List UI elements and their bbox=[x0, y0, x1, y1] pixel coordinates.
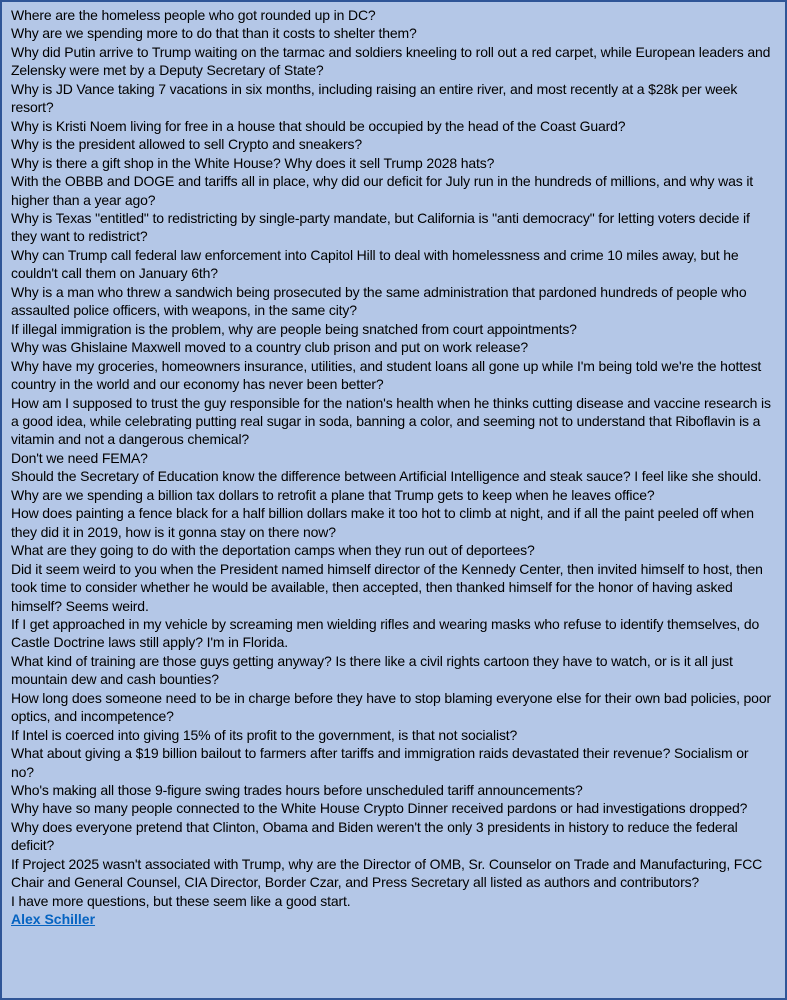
question-item: Why is JD Vance taking 7 vacations in six months, including raising an entire river, and most recently at a $28k per week resort? bbox=[11, 80, 738, 116]
question-item: What kind of training are those guys getting anyway? Is there like a civil rights cartoon they have to watch, or is it all just mountain dew and cash bounties? bbox=[11, 652, 733, 688]
question-item: Why is Texas "entitled" to redistricting by single-party mandate, but California is "anti democracy" for letting voters decide if they want to redistrict? bbox=[11, 209, 750, 245]
question-item: If Project 2025 wasn't associated with Trump, why are the Director of OMB, Sr. Counselor on Trade and Manufacturing, FCC Chair and General Counsel, CIA Director, Border Czar, and Press Secretary all listed as authors and contributors? bbox=[11, 855, 763, 891]
question-item: Did it seem weird to you when the President named himself director of the Kennedy Center, then invited himself to host, then took time to consider whether he would be available, then accepted, then thanked himself for the honor of having asked himself? Seems weird. bbox=[11, 560, 763, 614]
question-item: Why can Trump call federal law enforcement into Capitol Hill to deal with homelessness and crime 10 miles away, but he couldn't call them on January 6th? bbox=[11, 246, 739, 282]
question-item: Don't we need FEMA? bbox=[11, 449, 148, 466]
closing-line: I have more questions, but these seem like a good start. bbox=[11, 892, 351, 909]
question-item: Why are we spending more to do that than it costs to shelter them? bbox=[11, 25, 417, 42]
question-item: Why is Kristi Noem living for free in a house that should be occupied by the head of the Coast Guard? bbox=[11, 117, 626, 134]
question-item: Why are we spending a billion tax dollars to retrofit a plane that Trump gets to keep when he leaves office? bbox=[11, 486, 655, 503]
question-item: Should the Secretary of Education know the difference between Artificial Intelligence and steak sauce? I feel like she should. bbox=[11, 468, 762, 485]
question-item: Why does everyone pretend that Clinton, Obama and Biden weren't the only 3 presidents in history to reduce the federal deficit? bbox=[11, 818, 738, 854]
question-item: If Intel is coerced into giving 15% of its profit to the government, is that not socialist? bbox=[11, 726, 518, 743]
question-item: Why is there a gift shop in the White House? Why does it sell Trump 2028 hats? bbox=[11, 154, 495, 171]
question-item: Where are the homeless people who got rounded up in DC? bbox=[11, 7, 376, 23]
question-item: Who's making all those 9-figure swing trades hours before unscheduled tariff announcements? bbox=[11, 782, 583, 799]
question-item: Why is the president allowed to sell Crypto and sneakers? bbox=[11, 136, 362, 153]
question-item: With the OBBB and DOGE and tariffs all in place, why did our deficit for July run in the hundreds of millions, and why was it higher than a year ago? bbox=[11, 173, 754, 208]
question-item: What are they going to do with the deportation camps when they run out of deportees? bbox=[11, 542, 535, 559]
question-item: Why did Putin arrive to Trump waiting on the tarmac and soldiers kneeling to roll out a red carpet, while European leaders and Zelensky were met by a Deputy Secretary of State? bbox=[11, 43, 771, 79]
question-item: How long does someone need to be in charge before they have to stop blaming everyone else for their own bad policies, poor optics, and incompetence? bbox=[11, 689, 771, 725]
question-item: Why have so many people connected to the White House Crypto Dinner received pardons or had investigations dropped? bbox=[11, 800, 748, 817]
question-item: If illegal immigration is the problem, why are people being snatched from court appointments? bbox=[11, 320, 577, 337]
question-list bbox=[11, 6, 775, 910]
author-link[interactable]: Alex Schiller bbox=[11, 911, 96, 928]
question-item: How does painting a fence black for a half billion dollars make it too hot to climb at night, and if all the paint peeled off when they did it in 2019, how is it gonna stay on there now? bbox=[11, 505, 754, 540]
question-item: Why have my groceries, homeowners insurance, utilities, and student loans all gone up while I'm being told we're the hottest country in the world and our economy has never been better? bbox=[11, 357, 762, 393]
question-item: If I get approached in my vehicle by screaming men wielding rifles and wearing masks who refuse to identify themselves, do Castle Doctrine laws still apply? I'm in Florida. bbox=[11, 615, 760, 651]
question-item: Why was Ghislaine Maxwell moved to a country club prison and put on work release? bbox=[11, 339, 528, 356]
question-item: What about giving a $19 billion bailout to farmers after tariffs and immigration raids devastated their revenue? Socialism or no? bbox=[11, 745, 749, 780]
question-item: Why is a man who threw a sandwich being prosecuted by the same administration that pardoned hundreds of people who assaulted police officers, with weapons, in the same city? bbox=[11, 283, 747, 319]
question-item: How am I supposed to trust the guy responsible for the nation's health when he thinks cutting disease and vaccine research is a good idea, while celebrating putting real sugar in soda, banning a color, and seeming not to understand that Riboflavin is a vitamin and not a dangerous chemical? bbox=[11, 394, 771, 448]
